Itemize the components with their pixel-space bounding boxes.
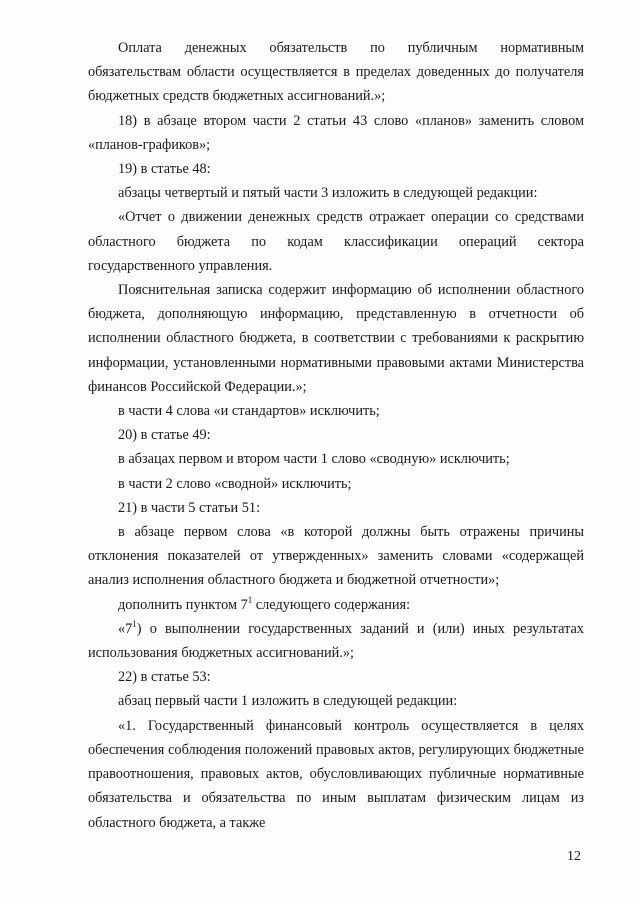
supplement-suffix: следующего содержания: xyxy=(252,596,411,613)
quoted-item-superscript: 1 xyxy=(132,619,137,630)
paragraph-article-53-instruction: абзац первый части 1 изложить в следующей редакции: xyxy=(118,693,458,710)
paragraph-explanatory-note: Пояснительная записка содержит информацию об исполнении областного бюджета, дополняющую информацию, представленную в отчетности об исполнении областного бюджета, в соответствии с требованиями к раскрытию информации, установленными нормативными правовыми актами Министерства финансов Российской Федерации.»; xyxy=(88,282,584,395)
page-number: 12 xyxy=(567,849,581,864)
paragraph-item-21: 21) в части 5 статьи 51: xyxy=(118,499,261,516)
paragraph-cash-flow-report: «Отчет о движении денежных средств отражает операции со средствами областного бюджета по кодам классификации операций сектора государственного управления. xyxy=(88,209,584,274)
paragraph-article-49-part-1: в абзацах первом и втором части 1 слово «сводную» исключить; xyxy=(118,451,510,468)
paragraph-article-48-instruction: абзацы четвертый и пятый части 3 изложить в следующей редакции: xyxy=(118,185,538,202)
quoted-item-rest: ) о выполнении государственных заданий и (или) иных результатах использования бюджетных ассигнований.»; xyxy=(88,620,584,662)
paragraph-part-4-standards: в части 4 слова «и стандартов» исключить; xyxy=(118,403,380,420)
paragraph-article-51-change: в абзаце первом слова «в которой должны быть отражены причины отклонения показателей от утвержденных» заменить словами «содержащей анализ исполнения областного бюджета и бюджетной отчетности»; xyxy=(88,524,584,589)
supplement-superscript: 1 xyxy=(247,594,253,605)
paragraph-item-20: 20) в статье 49: xyxy=(118,427,211,444)
supplement-prefix: дополнить пунктом 7 xyxy=(118,596,248,613)
paragraph-article-49-part-2: в части 2 слово «сводной» исключить; xyxy=(118,475,352,492)
paragraph-item-18: 18) в абзаце втором части 2 статьи 43 слово «планов» заменить словом «планов-графиков»; xyxy=(88,112,584,153)
document-body xyxy=(88,36,584,835)
quoted-item-open: «7 xyxy=(118,620,133,637)
paragraph-item-7-1-text xyxy=(88,617,584,665)
paragraph-payment-obligations: Оплата денежных обязательств по публичным нормативным обязательствам области осуществляется в пределах доведенных до получателя бюджетных средств бюджетных ассигнований.»; xyxy=(88,40,584,105)
paragraph-financial-control: «1. Государственный финансовый контроль осуществляется в целях обеспечения соблюдения положений правовых актов, регулирующих бюджетные правоотношения, правовых актов, обусловливающих публичные нормативные обязательства и обязательства по иным выплатам физическим лицам из областного бюджета, а также xyxy=(88,717,584,831)
paragraph-item-22: 22) в статье 53: xyxy=(118,669,211,686)
paragraph-supplement-7-1 xyxy=(88,593,584,617)
paragraph-item-19: 19) в статье 48: xyxy=(118,161,211,178)
